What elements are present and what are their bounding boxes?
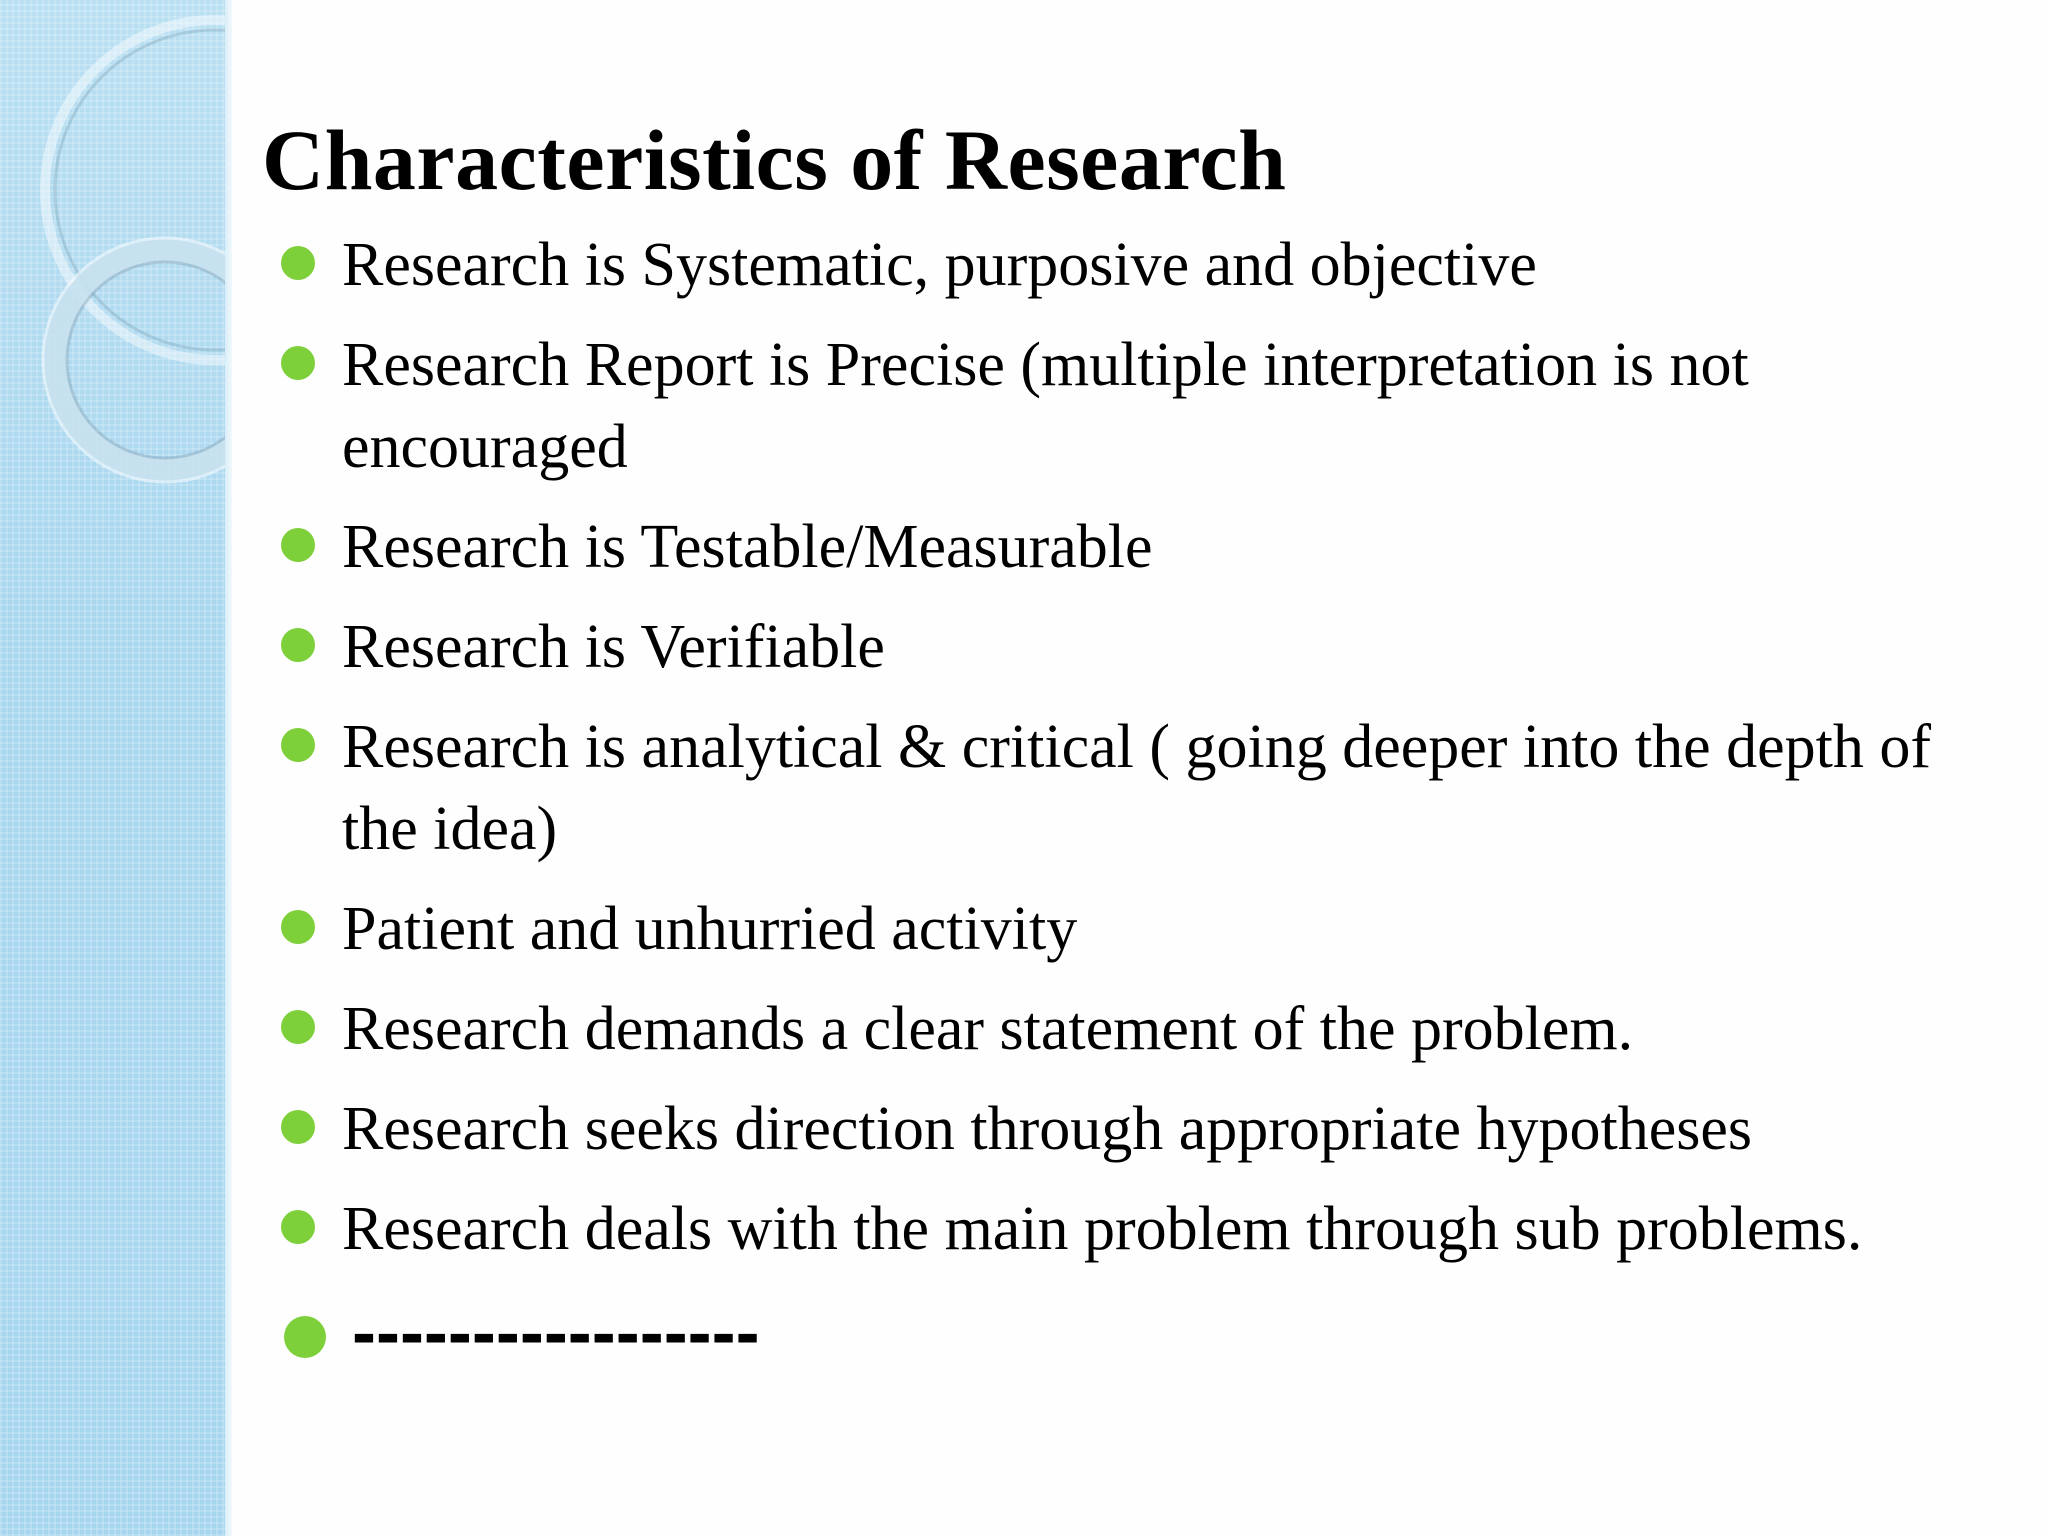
decorative-side-panel bbox=[0, 0, 225, 1536]
bullet-text: ----------------- bbox=[352, 1293, 760, 1373]
bullet-dot-icon bbox=[281, 246, 315, 280]
decorative-rings bbox=[0, 0, 225, 520]
bullet-dot-icon bbox=[281, 1110, 315, 1144]
bullet-item bbox=[262, 506, 1962, 588]
bullet-text: Research is analytical & critical ( going deeper into the depth of the idea) bbox=[342, 713, 1932, 863]
bullet-dot-icon bbox=[281, 628, 315, 662]
bullet-item bbox=[262, 224, 1962, 306]
bullet-dot-icon bbox=[281, 728, 315, 762]
slide-content bbox=[262, 110, 1962, 1396]
bullet-item bbox=[262, 324, 1962, 488]
bullet-dot-icon bbox=[284, 1316, 326, 1358]
bullet-dot-icon bbox=[281, 346, 315, 380]
bullet-text: Research Report is Precise (multiple interpretation is not encouraged bbox=[342, 331, 1749, 481]
bullet-item bbox=[262, 888, 1962, 970]
bullet-item bbox=[262, 988, 1962, 1070]
bullet-list bbox=[262, 224, 1962, 1378]
side-panel-edge bbox=[225, 0, 232, 1536]
bullet-item-placeholder bbox=[262, 1288, 1962, 1378]
bullet-item bbox=[262, 1088, 1962, 1170]
bullet-dot-icon bbox=[281, 1210, 315, 1244]
bullet-text: Research deals with the main problem through sub problems. bbox=[342, 1195, 1863, 1263]
bullet-text: Patient and unhurried activity bbox=[342, 895, 1078, 963]
bullet-text: Research seeks direction through appropriate hypotheses bbox=[342, 1095, 1753, 1163]
bullet-text: Research is Systematic, purposive and objective bbox=[342, 231, 1537, 299]
bullet-text: Research is Verifiable bbox=[342, 613, 885, 681]
bullet-dot-icon bbox=[281, 910, 315, 944]
bullet-dot-icon bbox=[281, 1010, 315, 1044]
bullet-dot-icon bbox=[281, 528, 315, 562]
bullet-item bbox=[262, 1188, 2032, 1270]
bullet-text: Research is Testable/Measurable bbox=[342, 513, 1153, 581]
slide-title: Characteristics of Research bbox=[262, 112, 1287, 208]
bullet-item bbox=[262, 706, 1962, 870]
bullet-text: Research demands a clear statement of the problem. bbox=[342, 995, 1634, 1063]
bullet-item bbox=[262, 606, 1962, 688]
